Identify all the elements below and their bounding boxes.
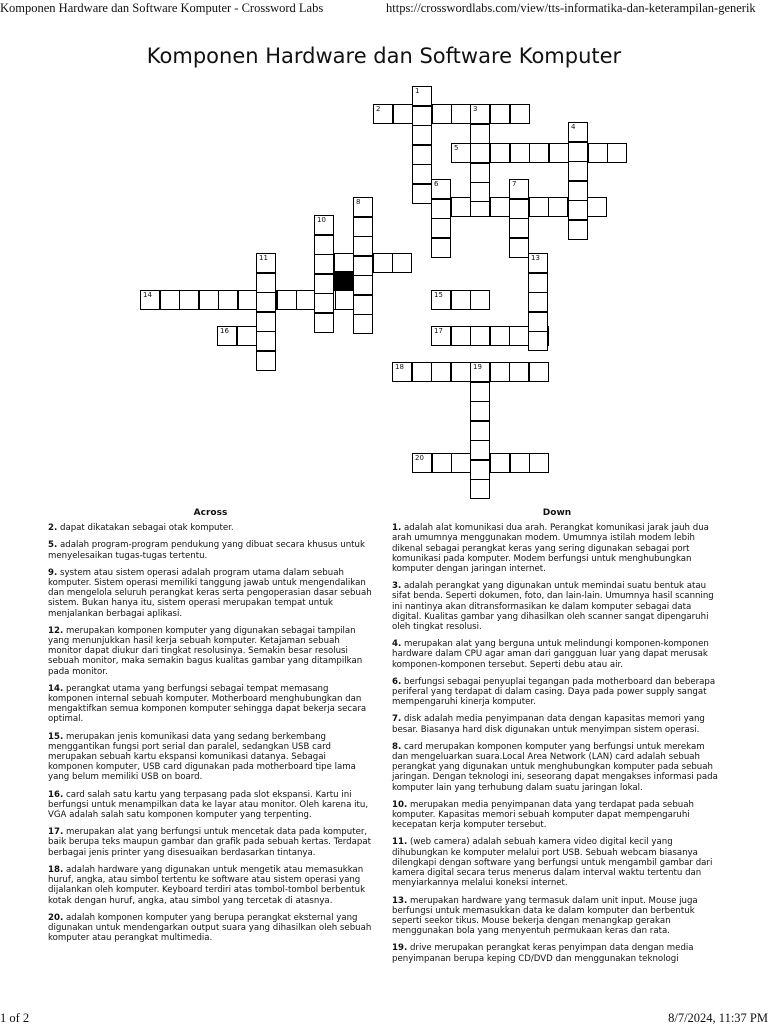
clue-text: disk adalah media penyimpanan data dengan kapasitas memori yang besar. Biasanya hard disk digunakan untuk menyimpan sistem operasi. (392, 714, 705, 735)
grid-cell[interactable] (412, 164, 432, 184)
across-heading: Across (193, 508, 228, 518)
cell-number: 16 (220, 327, 229, 335)
grid-cell[interactable] (528, 312, 548, 332)
grid-cell[interactable] (334, 253, 354, 273)
cell-number: 4 (571, 123, 576, 131)
across-clue (48, 626, 373, 677)
clue-number: 5. (48, 540, 58, 551)
grid-cell[interactable] (335, 290, 355, 310)
grid-cell[interactable] (314, 274, 334, 294)
grid-cell[interactable] (509, 199, 529, 219)
grid-cell[interactable] (353, 197, 373, 217)
cell-number: 18 (395, 363, 404, 371)
grid-cell[interactable] (588, 143, 608, 163)
grid-cell[interactable] (509, 326, 529, 346)
grid-cell[interactable] (568, 122, 588, 142)
grid-cell[interactable] (451, 143, 471, 163)
grid-cell[interactable] (431, 362, 451, 382)
grid-cell[interactable] (412, 145, 432, 165)
grid-cell[interactable] (277, 290, 297, 310)
clue-text: merupakan hardware yang termasuk dalam unit input. Mouse juga berfungsi untuk memasukkan data ke dalam komputer dan berbentuk seperti seekor tikus. Mouse bekerja dengan menangkap gerakan menggunakan bola yang menyentuh permukaan keras dan rata. (392, 895, 698, 937)
clue-number: 7. (392, 714, 402, 725)
grid-cell[interactable] (412, 362, 432, 382)
grid-cell[interactable] (470, 382, 490, 402)
grid-cell[interactable] (353, 256, 373, 276)
grid-cell[interactable] (412, 125, 432, 145)
grid-cell[interactable] (470, 440, 490, 460)
clue-number: 14. (48, 683, 64, 694)
grid-cell[interactable] (431, 238, 451, 258)
grid-cell[interactable] (510, 143, 530, 163)
clue-text: merupakan alat yang berfungsi untuk mencetak data pada komputer, baik berupa teks maupun gambar dan grafik pada sebuah kertas. Terdapat berbagai jenis printer yang disesuaikan berdasarkan tintanya. (48, 827, 371, 858)
clue-text: adalah komponen komputer yang berupa perangkat eksternal yang digunakan untuk mendengarkan output suara yang dihasilkan oleh sebuah komputer atau perangkat multimedia. (48, 912, 372, 944)
across-clue (48, 540, 373, 560)
clue-number: 20. (48, 912, 64, 923)
grid-cell[interactable] (470, 479, 490, 499)
grid-cell[interactable] (392, 362, 412, 382)
grid-cell[interactable] (451, 326, 471, 346)
grid-cell[interactable] (412, 106, 432, 126)
down-clues (392, 508, 722, 971)
grid-cell[interactable] (296, 290, 316, 310)
clue-number: 8. (392, 741, 402, 752)
cell-number: 3 (473, 105, 478, 113)
blocked-cell (334, 271, 354, 291)
cell-number: 8 (356, 198, 361, 206)
grid-cell[interactable] (490, 197, 510, 217)
grid-cell[interactable] (431, 199, 451, 219)
clue-text: drive merupakan perangkat keras penyimpan data dengan media penyimpanan berupa keping CD/DVD dan menggunakan teknologi (392, 943, 694, 964)
grid-cell[interactable] (510, 104, 530, 124)
clue-text: dapat dikatakan sebagai otak komputer. (59, 523, 234, 534)
grid-cell[interactable] (568, 161, 588, 181)
clue-text: merupakan media penyimpanan data yang terdapat pada sebuah komputer. Kapasitas memori sebuah komputer dapat mempengaruhi kecepatan kerja komputer tersebut. (392, 799, 694, 831)
puzzle-title: Komponen Hardware dan Software Komputer (146, 44, 622, 68)
grid-cell[interactable] (470, 182, 490, 202)
grid-cell[interactable] (256, 253, 276, 273)
clue-number: 16. (48, 789, 64, 800)
clue-number: 13. (392, 895, 408, 906)
grid-cell[interactable] (490, 453, 510, 473)
cell-number: 1 (415, 87, 420, 95)
grid-cell[interactable] (353, 314, 373, 334)
down-clue (392, 943, 722, 963)
clue-text: adalah alat komunikasi dua arah. Perangkat komunikasi jarak jauh dua arah umumnya menggunakan modem. Umumnya istilah modem lebih dikenal sebagai perangkat keras yang sering digunakan sebagai port komunikasi pada komputer. Modem berfungsi untuk menghubungkan komputer dengan jaringan internet. (392, 523, 709, 575)
across-clue (48, 684, 373, 725)
grid-cell[interactable] (490, 362, 510, 382)
clue-text: perangkat utama yang berfungsi sebagai tempat memasang komponen internal sebuah komputer. Motherboard menghubungkan dan mengaktifkan semua komponen komputer sehingga dapat bekerja secara optimal. (48, 683, 367, 725)
cell-number: 10 (317, 216, 326, 224)
cell-number: 2 (376, 105, 381, 113)
clue-number: 10. (392, 799, 408, 810)
across-clue (48, 865, 373, 906)
grid-cell[interactable] (451, 197, 471, 217)
grid-cell[interactable] (217, 326, 237, 346)
grid-cell[interactable] (256, 273, 276, 293)
grid-cell[interactable] (237, 326, 257, 346)
grid-cell[interactable] (314, 254, 334, 274)
clue-number: 19. (392, 943, 408, 954)
cell-number: 11 (259, 254, 268, 262)
cell-number: 19 (473, 363, 482, 371)
grid-cell[interactable] (529, 197, 549, 217)
grid-cell[interactable] (314, 313, 334, 333)
browser-url: https://crosswordlabs.com/view/tts-informatika-dan-keterampilan-generik (386, 1, 756, 15)
cell-number: 14 (143, 291, 152, 299)
grid-cell[interactable] (528, 273, 548, 293)
grid-cell[interactable] (412, 86, 432, 106)
grid-cell[interactable] (431, 290, 451, 310)
grid-cell[interactable] (528, 292, 548, 312)
grid-cell[interactable] (256, 331, 276, 351)
cell-number: 20 (415, 454, 424, 462)
grid-cell[interactable] (509, 218, 529, 238)
across-clue (48, 568, 373, 619)
grid-cell[interactable] (393, 104, 413, 124)
grid-cell[interactable] (160, 290, 180, 310)
grid-cell[interactable] (218, 290, 238, 310)
grid-cell[interactable] (490, 104, 510, 124)
clue-number: 12. (48, 625, 64, 636)
grid-cell[interactable] (256, 312, 276, 332)
clue-number: 6. (392, 676, 402, 687)
clue-text: merupakan komponen komputer yang digunakan sebagai tampilan yang menunjukkan hasil kerja sebuah komputer. Ketajaman sebuah monitor dapat diukur dari tingkat resolusinya. Semakin besar resolusi sebuah monitor, maka semakin bagus kualitas gambar yang ditampilkan pada monitor. (48, 625, 363, 677)
grid-cell[interactable] (451, 362, 471, 382)
clue-number: 15. (48, 731, 64, 742)
clue-text: (web camera) adalah sebuah kamera video digital kecil yang dihubungkan ke komputer melalui port USB. Sebuah webcam biasanya dilengkapi dengan software yang berfungsi untuk mengambil gambar dari kamera digital secara terus menerus dalam interval waktu tertentu dan menyiarkannya melalui koneksi internet. (392, 837, 713, 889)
across-clue (48, 523, 373, 533)
grid-cell[interactable] (549, 143, 569, 163)
grid-cell[interactable] (470, 460, 490, 480)
clue-number: 9. (48, 567, 58, 578)
grid-cell[interactable] (431, 218, 451, 238)
clue-text: card merupakan komponen komputer yang berfungsi untuk merekam dan mengeluarkan suara.Local Area Network (LAN) card adalah sebuah perangkat yang digunakan untuk menghubungkan komputer pada sebuah jaringan. Dengan teknologi ini, seseorang dapat mengakses informasi pada komputer lain yang terhubung dalam suatu jaringan lokal. (392, 741, 718, 793)
cell-number: 6 (434, 180, 439, 188)
clue-text: card salah satu kartu yang terpasang pada slot ekspansi. Kartu ini berfungsi untuk menampilkan data ke layar atau monitor. Oleh karena itu, VGA adalah salah satu komponen komputer yang terpenting. (48, 789, 369, 821)
browser-page-title: Komponen Hardware dan Software Komputer - Crossword Labs (0, 1, 324, 15)
down-clue (392, 800, 722, 831)
grid-cell[interactable] (568, 181, 588, 201)
down-clue (392, 714, 722, 734)
grid-cell[interactable] (528, 253, 548, 273)
cell-number: 7 (512, 180, 517, 188)
page-count: 1 of 2 (0, 1011, 30, 1025)
grid-cell[interactable] (529, 453, 549, 473)
grid-cell[interactable] (314, 215, 334, 235)
grid-cell[interactable] (353, 217, 373, 237)
clue-text: adalah program-program pendukung yang dibuat secara khusus untuk menyelesaikan tugas-tugas tertentu. (48, 540, 365, 561)
cell-number: 15 (434, 291, 443, 299)
grid-cell[interactable] (510, 453, 530, 473)
grid-cell[interactable] (373, 253, 393, 273)
grid-cell[interactable] (568, 200, 588, 220)
grid-cell[interactable] (238, 290, 258, 310)
grid-cell[interactable] (353, 236, 373, 256)
grid-cell[interactable] (392, 253, 412, 273)
grid-cell[interactable] (256, 292, 276, 312)
clue-number: 11. (392, 837, 408, 848)
clue-text: system atau sistem operasi adalah program utama dalam sebuah komputer. Sistem operasi memiliki tanggung jawab untuk mengendalikan dan mengelola seluruh perangkat keras serta pengoperasian dasar sebuah sistem. Bukan hanya itu, sistem operasi merupakan tempat untuk menjalankan berbagai aplikasi. (48, 567, 372, 619)
grid-cell[interactable] (431, 326, 451, 346)
clue-number: 4. (392, 639, 402, 650)
grid-cell[interactable] (451, 290, 471, 310)
print-datetime: 8/7/2024, 11:37 PM (668, 1011, 768, 1025)
cell-number: 13 (531, 254, 540, 262)
across-clue (48, 913, 373, 944)
grid-cell[interactable] (509, 179, 529, 199)
grid-cell[interactable] (470, 163, 490, 183)
clue-text: adalah perangkat yang digunakan untuk memindai suatu bentuk atau sifat benda. Seperti dokumen, foto, dan lain-lain. Umumnya hasil scanning ini nantinya akan ditransformasikan ke dalam komputer sebagai data digital. Kualitas gambar yang dihasilkan oleh scanner sangat dipengaruhi oleh tingkat resolusi. (392, 581, 714, 633)
grid-cell[interactable] (199, 290, 219, 310)
grid-cell[interactable] (140, 290, 160, 310)
grid-cell[interactable] (353, 275, 373, 295)
grid-cell[interactable] (490, 143, 510, 163)
down-clue (392, 742, 722, 793)
clue-number: 3. (392, 581, 402, 592)
grid-cell[interactable] (490, 326, 510, 346)
grid-cell[interactable] (509, 362, 529, 382)
grid-cell[interactable] (470, 124, 490, 144)
grid-cell[interactable] (412, 184, 432, 204)
grid-cell[interactable] (179, 290, 199, 310)
grid-cell[interactable] (373, 104, 393, 124)
grid-cell[interactable] (451, 453, 471, 473)
grid-cell[interactable] (412, 453, 432, 473)
grid-cell[interactable] (432, 104, 452, 124)
grid-cell[interactable] (314, 293, 334, 313)
grid-cell[interactable] (548, 197, 568, 217)
grid-cell[interactable] (568, 142, 588, 162)
across-clue (48, 732, 373, 783)
grid-cell[interactable] (587, 197, 607, 217)
across-clue (48, 827, 373, 858)
down-clue (392, 639, 722, 670)
grid-cell[interactable] (528, 331, 548, 351)
clue-number: 18. (48, 864, 64, 875)
clue-text: merupakan alat yang berguna untuk melindungi komponen-komponen hardware dalam CPU agar aman dari gangguan luar yang dapat merusak komponen-komponen tersebut. Seperti debu atau air. (392, 639, 709, 670)
down-heading: Down (542, 508, 572, 518)
grid-cell[interactable] (607, 143, 627, 163)
grid-cell[interactable] (470, 401, 490, 421)
cell-number: 17 (434, 327, 443, 335)
grid-cell[interactable] (470, 421, 490, 441)
clue-text: adalah hardware yang digunakan untuk mengetik atau memasukkan huruf, angka, atau simbol tertentu ke software atau sistem operasi yang dijalankan oleh komputer. Keyboard terdiri atas tombol-tombol berbentuk kotak dengan huruf, angka, atau simbol yang tercetak di atasnya. (48, 864, 366, 906)
down-clue (392, 677, 722, 708)
crossword-grid (0, 0, 768, 500)
grid-cell[interactable] (529, 143, 549, 163)
clue-number: 1. (392, 523, 402, 534)
grid-cell[interactable] (470, 362, 490, 382)
clue-number: 17. (48, 827, 64, 838)
grid-cell[interactable] (431, 179, 451, 199)
clue-text: berfungsi sebagai penyuplai tegangan pada motherboard dan beberapa periferal yang terdapat di dalam casing. Daya pada power supply sangat mempengaruhi kinerja komputer. (392, 676, 716, 708)
down-clue (392, 896, 722, 937)
grid-cell[interactable] (432, 453, 452, 473)
grid-cell[interactable] (509, 238, 529, 258)
grid-cell[interactable] (568, 220, 588, 240)
cell-number: 5 (454, 144, 459, 152)
grid-cell[interactable] (256, 351, 276, 371)
grid-cell[interactable] (470, 326, 490, 346)
clue-number: 2. (48, 523, 58, 534)
across-clues (48, 508, 373, 950)
grid-cell[interactable] (529, 362, 549, 382)
grid-cell[interactable] (314, 235, 334, 255)
grid-cell[interactable] (353, 295, 373, 315)
clue-text: merupakan jenis komunikasi data yang sedang berkembang menggantikan fungsi port serial dan paralel, sedangkan USB card merupakan sebuah kartu ekspansi komunikasi datanya. Sebagai komponen komputer, USB card digunakan pada motherboard tipe lama yang belum memiliki USB on board. (48, 731, 356, 783)
grid-cell[interactable] (470, 143, 490, 163)
down-clue (392, 837, 722, 888)
across-clue (48, 790, 373, 821)
grid-cell[interactable] (470, 290, 490, 310)
down-clue (392, 581, 722, 632)
grid-cell[interactable] (470, 104, 490, 124)
grid-cell[interactable] (451, 104, 471, 124)
down-clue (392, 523, 722, 574)
